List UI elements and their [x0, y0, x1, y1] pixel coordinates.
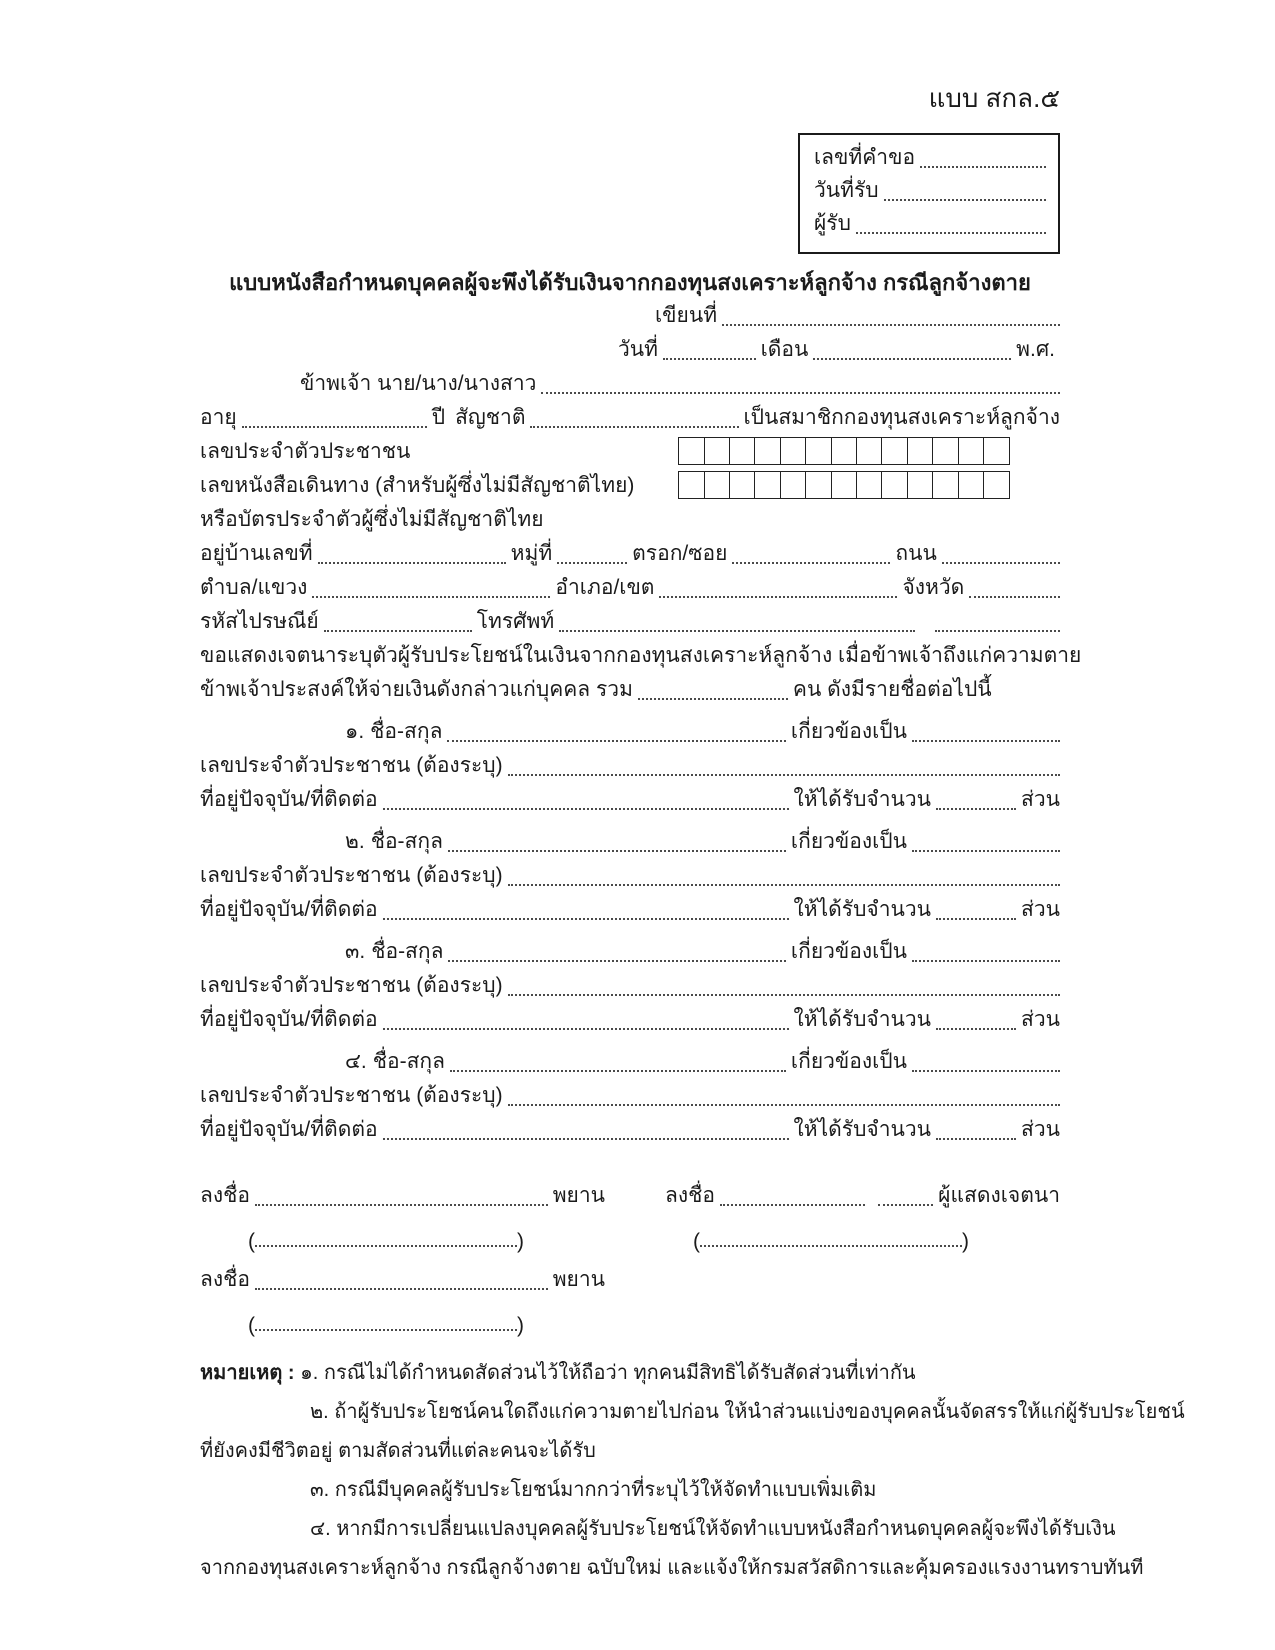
- beneficiary-share-unit-label: ส่วน: [1021, 898, 1060, 921]
- id-digit-cell[interactable]: [805, 471, 832, 499]
- beneficiary-share-blank[interactable]: [936, 1027, 1016, 1030]
- written-at-label: เขียนที่: [655, 304, 718, 327]
- beneficiary-id-line: [200, 748, 1060, 782]
- beneficiary-name-label: ชื่อ-สกุล: [370, 830, 443, 853]
- postcode-label: รหัสไปรษณีย์: [200, 610, 319, 633]
- witness-1-sign-line: [200, 1170, 605, 1212]
- id-digit-cell[interactable]: [856, 471, 883, 499]
- address-line: [200, 536, 1060, 570]
- receiver-blank[interactable]: [856, 231, 1046, 234]
- id-digit-cell[interactable]: [754, 437, 781, 465]
- date-label: วันที่: [618, 338, 658, 361]
- beneficiary-number: ๑.: [345, 720, 365, 743]
- witness-2-name-blank[interactable]: [255, 1328, 517, 1331]
- beneficiary-address-label: ที่อยู่ปัจจุบัน/ที่ติดต่อ: [200, 1008, 378, 1031]
- beneficiary-name-blank[interactable]: [448, 959, 785, 962]
- note-line-3: [200, 1432, 1060, 1471]
- form-code: แบบ สกล.๕: [928, 83, 1060, 113]
- note-item-2-part-1: ๒. ถ้าผู้รับประโยชน์คนใดถึงแก่ความตายไปก่อน ให้นำส่วนแบ่งของบุคคลนั้นจัดสรรให้แก่ผู้รับประโยชน์: [310, 1401, 1185, 1423]
- membership-label: เป็นสมาชิกกองทุนสงเคราะห์ลูกจ้าง: [743, 406, 1060, 429]
- beneficiary-share-label: ให้ได้รับจำนวน: [793, 788, 932, 811]
- witness-2-name-line: [200, 1296, 605, 1338]
- beneficiary-share-label: ให้ได้รับจำนวน: [793, 898, 932, 921]
- beneficiary-address-blank[interactable]: [383, 917, 789, 920]
- declarant-signature-column: [605, 1170, 1060, 1338]
- district-label: อำเภอ/เขต: [555, 576, 655, 599]
- reference-box: [798, 133, 1060, 254]
- note-item-2-part-2: ที่ยังคงมีชีวิตอยู่ ตามสัดส่วนที่แต่ละคนจะได้รับ: [200, 1440, 596, 1462]
- beneficiary-relation-label: เกี่ยวข้องเป็น: [790, 830, 907, 853]
- beneficiary-share-unit-label: ส่วน: [1021, 788, 1060, 811]
- notes-heading: หมายเหตุ :: [200, 1362, 295, 1384]
- paren-open: (: [248, 1314, 255, 1337]
- beneficiary-name-line: [200, 934, 1060, 968]
- note-line-6: [200, 1549, 1144, 1588]
- id-digit-cell[interactable]: [983, 437, 1010, 465]
- soi-blank[interactable]: [732, 561, 890, 564]
- intent-line-2: [200, 672, 1060, 706]
- id-digit-cell[interactable]: [958, 471, 985, 499]
- id-digit-cell[interactable]: [856, 437, 883, 465]
- beneficiary-name-line: [200, 714, 1060, 748]
- passport-label: เลขหนังสือเดินทาง (สำหรับผู้ซึ่งไม่มีสัญชาติไทย): [200, 474, 635, 497]
- beneficiary-address-label: ที่อยู่ปัจจุบัน/ที่ติดต่อ: [200, 898, 378, 921]
- district-blank[interactable]: [659, 595, 897, 598]
- age-blank[interactable]: [242, 425, 427, 428]
- beneficiary-id-line: [200, 858, 1060, 892]
- witness-1-name-line: [200, 1212, 605, 1254]
- beneficiary-address-label: ที่อยู่ปัจจุบัน/ที่ติดต่อ: [200, 1118, 378, 1141]
- beneficiary-share-unit-label: ส่วน: [1021, 1118, 1060, 1141]
- beneficiary-address-line: [200, 1112, 1060, 1146]
- house-no-blank[interactable]: [318, 561, 506, 564]
- national-id-label: เลขประจำตัวประชาชน: [200, 440, 411, 463]
- phone-label: โทรศัพท์: [476, 610, 555, 633]
- beneficiary-address-line: [200, 892, 1060, 926]
- declarant-name-line: [200, 366, 1060, 400]
- road-blank[interactable]: [942, 561, 1060, 564]
- declarant-sign-line: [665, 1170, 1060, 1212]
- note-item-4-part-2: จากกองทุนสงเคราะห์ลูกจ้าง กรณีลูกจ้างตาย ฉบับใหม่ และแจ้งให้กรมสวัสดิการและคุ้มครองแรงงานทราบทันที: [200, 1557, 1144, 1579]
- declarant-label: ผู้แสดงเจตนา: [938, 1184, 1060, 1207]
- note-line-4: [200, 1471, 1060, 1510]
- nationality-label: สัญชาติ: [455, 406, 526, 429]
- id-digit-cell[interactable]: [805, 437, 832, 465]
- beneficiary-id-label: เลขประจำตัวประชาชน (ต้องระบุ): [200, 754, 503, 777]
- subdistrict-blank[interactable]: [312, 595, 550, 598]
- paren-close: ): [517, 1230, 524, 1253]
- witness-1-signature-blank[interactable]: [255, 1203, 548, 1206]
- beneficiary-relation-label: เกี่ยวข้องเป็น: [790, 720, 907, 743]
- beneficiary-share-blank[interactable]: [936, 1137, 1016, 1140]
- beneficiary-id-label: เลขประจำตัวประชาชน (ต้องระบุ): [200, 974, 503, 997]
- witness-column: [200, 1170, 605, 1338]
- month-label: เดือน: [760, 338, 809, 361]
- date-line: [200, 332, 1060, 366]
- request-no-blank[interactable]: [920, 165, 1046, 168]
- beneficiary-name-blank[interactable]: [448, 849, 786, 852]
- notes-section: [200, 1354, 1185, 1588]
- month-blank[interactable]: [813, 357, 1011, 360]
- national-id-boxes: [678, 437, 1010, 465]
- witness-2-signature-blank[interactable]: [255, 1287, 548, 1290]
- written-at-line: [200, 298, 1060, 332]
- passport-boxes: [678, 471, 1010, 499]
- beneficiary-name-blank[interactable]: [450, 1069, 786, 1072]
- note-item-1: ๑. กรณีไม่ได้กำหนดสัดส่วนไว้ให้ถือว่า ทุกคนมีสิทธิได้รับสัดส่วนที่เท่ากัน: [300, 1362, 916, 1384]
- date-received-blank[interactable]: [884, 198, 1046, 201]
- beneficiary-name-label: ชื่อ-สกุล: [370, 720, 443, 743]
- beneficiary-id-blank[interactable]: [508, 883, 1060, 886]
- date-received-line: [814, 174, 1046, 207]
- phone-blank[interactable]: [559, 629, 915, 632]
- witness-label: พยาน: [552, 1184, 605, 1207]
- beneficiary-number: ๓.: [345, 940, 366, 963]
- beneficiary-address-line: [200, 1002, 1060, 1036]
- moo-label: หมู่ที่: [510, 542, 553, 565]
- note-line-2: [200, 1393, 1185, 1432]
- beneficiary-number: ๔.: [345, 1050, 367, 1073]
- paren-close: ): [962, 1230, 969, 1253]
- beneficiary-id-label: เลขประจำตัวประชาชน (ต้องระบุ): [200, 1084, 503, 1107]
- witness-label: พยาน: [552, 1268, 605, 1291]
- id-digit-cell[interactable]: [780, 471, 807, 499]
- witness-1-name-blank[interactable]: [255, 1244, 517, 1247]
- beneficiary-id-line: [200, 968, 1060, 1002]
- id-digit-cell[interactable]: [907, 437, 934, 465]
- beneficiary-relation-blank[interactable]: [912, 849, 1060, 852]
- beneficiary-share-unit-label: ส่วน: [1021, 1008, 1060, 1031]
- note-item-4-part-1: ๔. หากมีการเปลี่ยนแปลงบุคคลผู้รับประโยชน์ให้จัดทำแบบหนังสือกำหนดบุคคลผู้จะพึงได้รับเงิน: [310, 1518, 1116, 1540]
- paren-open: (: [248, 1230, 255, 1253]
- written-at-blank[interactable]: [722, 323, 1060, 326]
- beneficiary-name-label: ชื่อ-สกุล: [372, 1050, 445, 1073]
- note-item-3: ๓. กรณีมีบุคคลผู้รับประโยชน์มากกว่าที่ระบุไว้ให้จัดทำแบบเพิ่มเติม: [310, 1479, 877, 1501]
- beneficiary-relation-blank[interactable]: [912, 959, 1060, 962]
- id-digit-cell[interactable]: [729, 437, 756, 465]
- age-unit-label: ปี: [431, 406, 446, 429]
- nationality-blank[interactable]: [530, 425, 738, 428]
- beneficiary-block-3: [200, 934, 1060, 1036]
- beneficiary-id-blank[interactable]: [508, 993, 1060, 996]
- beneficiary-id-blank[interactable]: [508, 773, 1060, 776]
- intent-text-2-suffix: คน ดังมีรายชื่อต่อไปนี้: [792, 678, 992, 701]
- alien-card-label: หรือบัตรประจำตัวผู้ซึ่งไม่มีสัญชาติไทย: [200, 508, 544, 531]
- id-digit-cell[interactable]: [983, 471, 1010, 499]
- receiver-line: [814, 207, 1046, 240]
- beneficiary-address-line: [200, 782, 1060, 816]
- subdistrict-label: ตำบล/แขวง: [200, 576, 308, 599]
- date-received-label: วันที่รับ: [814, 179, 879, 202]
- sign-label: ลงชื่อ: [200, 1268, 250, 1291]
- id-digit-cell[interactable]: [932, 471, 959, 499]
- beneficiary-address-label: ที่อยู่ปัจจุบัน/ที่ติดต่อ: [200, 788, 378, 811]
- request-no-line: [814, 141, 1046, 174]
- declarant-name-label: ข้าพเจ้า นาย/นาง/นางสาว: [300, 372, 537, 395]
- id-digit-cell[interactable]: [729, 471, 756, 499]
- beneficiary-address-blank[interactable]: [383, 1137, 789, 1140]
- beneficiary-id-label: เลขประจำตัวประชาชน (ต้องระบุ): [200, 864, 503, 887]
- beneficiary-share-blank[interactable]: [936, 917, 1016, 920]
- passport-line: [200, 468, 1060, 502]
- beneficiary-relation-label: เกี่ยวข้องเป็น: [790, 1050, 907, 1073]
- paren-close: ): [517, 1314, 524, 1337]
- postcode-blank[interactable]: [324, 629, 472, 632]
- beneficiary-block-1: [200, 714, 1060, 816]
- postcode-phone-line: [200, 604, 1060, 638]
- national-id-line: [200, 434, 1060, 468]
- witness-2-sign-line: [200, 1254, 605, 1296]
- beneficiary-block-4: [200, 1044, 1060, 1146]
- beneficiary-address-blank[interactable]: [383, 807, 789, 810]
- beneficiary-name-line: [200, 824, 1060, 858]
- declarant-signature-blank-2[interactable]: [878, 1203, 933, 1206]
- beneficiary-share-blank[interactable]: [936, 807, 1016, 810]
- beneficiary-address-blank[interactable]: [383, 1027, 789, 1030]
- beneficiary-share-label: ให้ได้รับจำนวน: [793, 1118, 932, 1141]
- house-no-label: อยู่บ้านเลขที่: [200, 542, 313, 565]
- age-label: อายุ: [200, 406, 237, 429]
- id-digit-cell[interactable]: [907, 471, 934, 499]
- id-digit-cell[interactable]: [831, 471, 858, 499]
- paren-open: (: [693, 1230, 700, 1253]
- alien-card-line: [200, 502, 1060, 536]
- province-label: จังหวัด: [902, 576, 965, 599]
- id-digit-cell[interactable]: [678, 437, 705, 465]
- id-digit-cell[interactable]: [754, 471, 781, 499]
- beneficiary-name-label: ชื่อ-สกุล: [371, 940, 444, 963]
- id-digit-cell[interactable]: [678, 471, 705, 499]
- beneficiary-relation-blank[interactable]: [912, 739, 1060, 742]
- page-title: แบบหนังสือกำหนดบุคคลผู้จะพึงได้รับเงินจากกองทุนสงเคราะห์ลูกจ้าง กรณีลูกจ้างตาย: [229, 270, 1031, 295]
- declarant-name-line: [665, 1212, 1060, 1254]
- age-nationality-line: [200, 400, 1060, 434]
- request-no-label: เลขที่คำขอ: [814, 146, 916, 169]
- sign-label: ลงชื่อ: [665, 1184, 715, 1207]
- id-digit-cell[interactable]: [932, 437, 959, 465]
- declarant-signature-blank[interactable]: [720, 1203, 865, 1206]
- subdistrict-line: [200, 570, 1060, 604]
- note-line-5: [200, 1510, 1116, 1549]
- road-label: ถนน: [895, 542, 937, 565]
- id-digit-cell[interactable]: [881, 471, 908, 499]
- phone-blank-2[interactable]: [935, 629, 1060, 632]
- declarant-name-blank[interactable]: [700, 1244, 962, 1247]
- id-digit-cell[interactable]: [704, 437, 731, 465]
- year-label: พ.ศ.: [1016, 338, 1055, 361]
- id-digit-cell[interactable]: [780, 437, 807, 465]
- beneficiary-block-2: [200, 824, 1060, 926]
- note-line-1: [200, 1354, 1060, 1393]
- beneficiary-share-label: ให้ได้รับจำนวน: [793, 1008, 932, 1031]
- province-blank[interactable]: [969, 595, 1060, 598]
- beneficiary-id-line: [200, 1078, 1060, 1112]
- intent-text-1: ขอแสดงเจตนาระบุตัวผู้รับประโยชน์ในเงินจากกองทุนสงเคราะห์ลูกจ้าง เมื่อข้าพเจ้าถึงแก่ความตาย: [200, 644, 1082, 667]
- sign-label: ลงชื่อ: [200, 1184, 250, 1207]
- total-persons-blank[interactable]: [638, 697, 788, 700]
- beneficiary-relation-label: เกี่ยวข้องเป็น: [790, 940, 907, 963]
- beneficiary-number: ๒.: [345, 830, 365, 853]
- beneficiary-name-blank[interactable]: [447, 739, 785, 742]
- signature-section: [200, 1170, 1060, 1338]
- soi-label: ตรอก/ซอย: [632, 542, 728, 565]
- id-digit-cell[interactable]: [958, 437, 985, 465]
- moo-blank[interactable]: [557, 561, 627, 564]
- id-digit-cell[interactable]: [881, 437, 908, 465]
- intent-text-2-prefix: ข้าพเจ้าประสงค์ให้จ่ายเงินดังกล่าวแก่บุคคล รวม: [200, 678, 633, 701]
- date-blank[interactable]: [663, 357, 756, 360]
- id-digit-cell[interactable]: [831, 437, 858, 465]
- beneficiary-relation-blank[interactable]: [912, 1069, 1060, 1072]
- receiver-label: ผู้รับ: [814, 212, 851, 235]
- declarant-name-blank[interactable]: [541, 391, 1060, 394]
- id-digit-cell[interactable]: [704, 471, 731, 499]
- intent-line-1: [200, 638, 1082, 672]
- beneficiary-id-blank[interactable]: [508, 1103, 1060, 1106]
- beneficiary-name-line: [200, 1044, 1060, 1078]
